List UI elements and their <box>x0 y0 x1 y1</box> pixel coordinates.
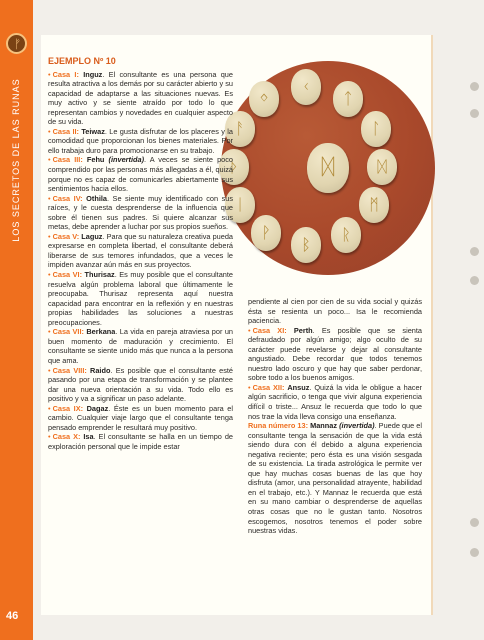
casa-paragraph <box>48 127 233 156</box>
binder-hole <box>470 109 479 118</box>
casa-label: Casa VIII: <box>52 365 87 375</box>
rune-stone: ᛞ <box>367 149 397 185</box>
casa-label: Casa IV: <box>52 193 83 203</box>
casa-paragraph <box>48 270 233 327</box>
casa-label: Casa III: <box>52 155 83 165</box>
casa-label: Casa XII: <box>252 382 285 392</box>
casa-paragraph <box>48 155 233 193</box>
binder-hole <box>470 247 479 256</box>
casa-paragraph <box>48 194 233 232</box>
bullet-icon: • <box>48 69 51 79</box>
bullet-icon: • <box>248 382 251 392</box>
rune-stone: ᛜ <box>249 81 279 117</box>
rune-stone: ᚨ <box>225 111 255 147</box>
casa-label: Casa X: <box>52 432 81 442</box>
rune-stone-center: ᛞ <box>307 143 349 193</box>
rune-name: Berkana <box>86 327 116 337</box>
casa-label: Casa VII: <box>52 327 84 337</box>
casa-text: . Es muy posible que el consultante resuelva algún problema laboral que últimamente le preocupaba. Thurisaz representa aquí nuestra capacidad para encontrar en la reflexión y en nuestras propias habilidades las soluciones a nuestras preocupaciones. <box>48 270 234 327</box>
rune-stone: ᛁ <box>225 187 255 223</box>
binder-hole <box>470 548 479 557</box>
final-rune-text: . Puede que el consultante tenga la sensación de que la vida está siendo dura con él debido a alguna experiencia negativa reciente; pero ésta es una visión sesgada de su existencia. La tirada astrológica le permite ver que hay muchas cosas buenas de las que hoy disfruta (amor, una personalidad atrayente, habilidad en el trabajo, etc.). Y Mannaz le recuerda que está en su mano cambiar o desprenderse de aquellas otras cosas que no le gustan tanto. Nosotros escogemos, nosotros tenemos el poder sobre nuestras vidas. <box>248 421 422 536</box>
casa-label: Casa V: <box>52 231 80 241</box>
left-column <box>48 57 233 451</box>
bullet-icon: • <box>48 193 51 203</box>
rune-stone: ᚱ <box>331 217 361 253</box>
casa-text: . El consultante es una persona que resulta atractiva a los demás por su carácter abierto y su capacidad de adaptarse a las situaciones nuevas. Es muy activo y se siente atraído por todo lo que representan cambios y novedades en cualquier aspecto de su vida. <box>48 69 233 127</box>
final-rune-modifier: (invertida) <box>339 421 375 431</box>
rune-name: Ansuz <box>287 382 310 392</box>
casa-paragraph <box>248 383 422 421</box>
right-column <box>248 297 422 536</box>
casa-text: . Para que su naturaleza creativa pueda expresarse en completa libertad, el consultante deberá liberarse de sus temores infundados, que a veces le impiden avanzar aún más en sus proyectos. <box>48 231 233 270</box>
bullet-icon: • <box>48 432 51 442</box>
bullet-icon: • <box>48 270 51 280</box>
casa-paragraph <box>48 70 233 127</box>
bullet-icon: • <box>48 403 51 413</box>
casa-paragraph <box>48 404 233 433</box>
sidebar <box>0 0 33 640</box>
rune-name: Inguz <box>83 69 103 79</box>
bullet-icon: • <box>48 231 51 241</box>
casa-label: Casa I: <box>52 69 79 79</box>
rune-name: Teiwaz <box>81 126 105 136</box>
casa-text: . El consultante se halla en un tiempo de exploración personal que le impide estar <box>48 432 233 451</box>
rune-stone: ᛏ <box>333 81 363 117</box>
casa-text: . Quizá la vida le obligue a hacer algún sacrificio, o tenga que vivir alguna experiencia difícil o triste... Ansuz le recuerda que todo lo que nos trae la vida lleva consigo una enseñanza. <box>248 382 422 421</box>
casa-paragraph <box>248 326 422 383</box>
final-rune-label: Runa número 13: <box>248 421 309 431</box>
rune-stone: ᚦ <box>219 149 249 185</box>
casa-paragraph <box>48 366 233 404</box>
binder-hole <box>470 518 479 527</box>
casa-text: . A veces se siente poco comprendido por las personas más allegadas a él, quizá porque no es capaz de comunicarles abiertamente sus sentimientos hacia ellos. <box>48 155 234 194</box>
casa-text: . Es posible que se sienta defraudado por algún amigo; algo oculto de su carácter puede revelarse y dejar al consultante angustiado. Debe recordar que todos tenemos nuestro lado oscuro y que hay que saber perdonar, sobre todo a los buenos amigos. <box>248 325 422 383</box>
continuation-text: pendiente al cien por cien de su vida social y quizás ésta se resienta un poco... Isa le recomienda paciencia. <box>248 297 422 326</box>
rune-name: Thurisaz <box>84 270 115 280</box>
rune-badge-icon: ᚠ <box>6 33 27 54</box>
final-rune-name: Mannaz <box>310 421 338 431</box>
bullet-icon: • <box>48 365 51 375</box>
rune-name: Othila <box>86 193 107 203</box>
rune-name: Fehu <box>86 155 105 165</box>
section-title: LOS SECRETOS DE LAS RUNAS <box>11 78 21 242</box>
rune-name: Perth <box>293 325 313 335</box>
casa-label: Casa XI: <box>252 325 287 335</box>
rune-stone: ᛒ <box>291 227 321 263</box>
casa-label: Casa II: <box>52 126 79 136</box>
binder-hole <box>470 276 479 285</box>
bullet-icon: • <box>248 325 251 335</box>
rune-stone: ᛚ <box>361 111 391 147</box>
bullet-icon: • <box>48 126 51 136</box>
casa-text: . Le gusta disfrutar de los placeres y la comodidad que proporcionan los bienes materiales. Por ello trabaja duro para promocionarse en su trabajo. <box>48 126 233 155</box>
casa-text: . La vida en pareja atraviesa por un buen momento de maduración y crecimiento. El consultante se siente unido más que nunca a la persona que ama. <box>48 327 233 365</box>
rune-wheel-figure <box>221 61 435 275</box>
binder-hole <box>470 82 479 91</box>
rune-stone: ᛗ <box>359 187 389 223</box>
final-rune-paragraph <box>248 421 422 536</box>
casa-paragraph <box>48 432 233 451</box>
rune-stone: ᚲ <box>291 69 321 105</box>
rune-name: Laguz <box>81 231 103 241</box>
rune-name: Isa <box>83 432 94 442</box>
rune-stone: ᚹ <box>251 215 281 251</box>
casa-label: Casa VI: <box>52 270 83 280</box>
casa-label: Casa IX: <box>52 403 84 413</box>
casa-paragraph <box>48 327 233 365</box>
rune-name: Dagaz <box>86 403 109 413</box>
casa-paragraph <box>48 232 233 270</box>
bullet-icon: • <box>48 155 51 165</box>
page-number: 46 <box>6 610 19 622</box>
casa-text: . Se siente muy identificado con sus raíces, y le cuesta desprenderse de la influencia que sobre él tienen sus padres. Si quiere alcanzar sus metas, debe aprender a luchar por sus propios sueños. <box>48 193 234 232</box>
example-title: EJEMPLO Nº 10 <box>48 56 116 66</box>
bullet-icon: • <box>48 327 51 337</box>
rune-modifier: (invertida) <box>108 155 145 165</box>
casa-text: . Éste es un buen momento para el cambio. Cualquier viaje largo que el consultante tenga pensado emprender le resultará muy positivo. <box>48 403 234 432</box>
casa-text: . Es posible que el consultante esté pasando por una etapa de transformación y se plantee dar una nueva orientación a su vida. Todo ello es positivo y va a significar un paso adelante. <box>48 365 233 404</box>
rune-name: Raido <box>90 365 111 375</box>
